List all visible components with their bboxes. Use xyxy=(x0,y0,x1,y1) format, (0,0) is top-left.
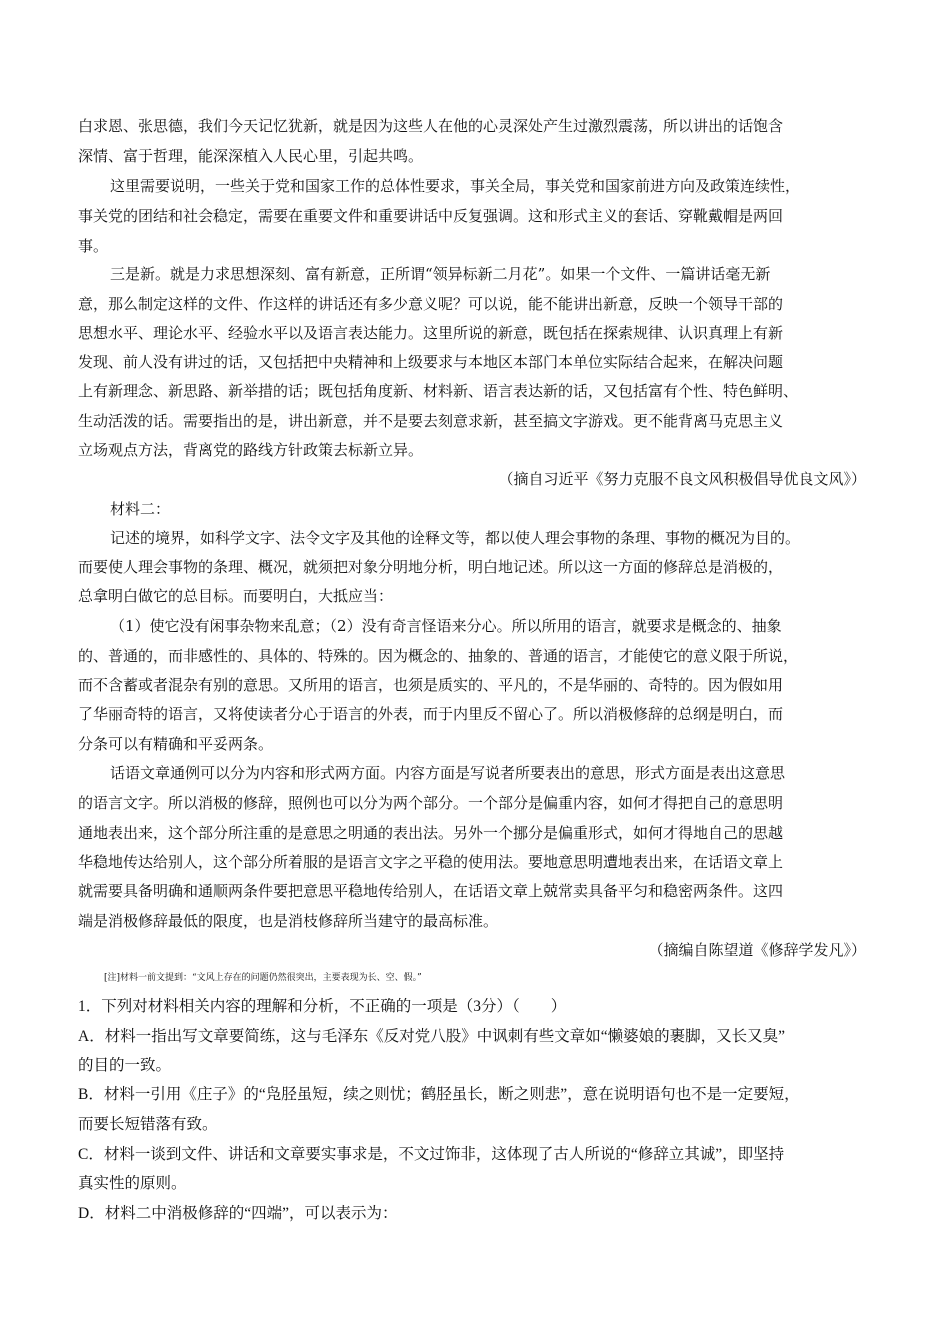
source-citation: （摘编自陈望道《修辞学发凡》） xyxy=(648,941,866,959)
paragraph-line: 而要使人理会事物的条理、概况，就须把对象分明地分析，明白地记述。所以这一方面的修辞总是消极的， xyxy=(78,558,784,576)
paragraph-line: 华稳地传达给别人，这个部分所着服的是语言文字之平稳的使用法。要地意思明遭地表出来，在话语文章上 xyxy=(78,853,784,871)
paragraph-line: 而不含蓄或者混杂有别的意思。又所用的语言，也须是质实的、平凡的，不是华丽的、奇特的。因为假如用 xyxy=(78,676,784,694)
paragraph-line: 深情、富于哲理，能深深植入人民心里，引起共鸣。 xyxy=(78,147,424,165)
paragraph-line: 总拿明白做它的总目标。而要明白，大抵应当： xyxy=(78,587,394,605)
paragraph-line: 事。 xyxy=(78,237,109,255)
paragraph-line: 记述的境界，如科学文字、法令文字及其他的诠释文等，都以使人理会事物的条理、事物的概况为目的。 xyxy=(110,529,801,547)
paragraph-line: 分条可以有精确和平妥两条。 xyxy=(78,735,274,753)
paragraph-line: 发现、前人没有讲过的话，又包括把中央精神和上级要求与本地区本部门本单位实际结合起来，在解决问题 xyxy=(78,353,784,371)
paragraph-line: 立场观点方法，背离党的路线方针政策去标新立异。 xyxy=(78,441,424,459)
paragraph-line: 话语文章通例可以分为内容和形式两方面。内容方面是写说者所要表出的意思，形式方面是表出这意思 xyxy=(110,764,786,782)
paragraph-line: 通地表出来，这个部分所注重的是意思之明通的表出法。另外一个挪分是偏重形式，如何才得地自己的思越 xyxy=(78,824,784,842)
option-d: D．材料二中消极修辞的“四端”，可以表示为： xyxy=(78,1205,398,1222)
option-b: B．材料一引用《庄子》的“凫胫虽短，续之则忧；鹤胫虽长，断之则悲”，意在说明语句也不是一定要短， xyxy=(78,1086,800,1103)
option-c: C．材料一谈到文件、讲话和文章要实事求是，不文过饰非，这体现了古人所说的“修辞立其诚”，即坚持 xyxy=(78,1146,785,1163)
paragraph-line: （1）使它没有闲事杂物来乱意；（2）没有奇言怪语来分心。所以所用的语言，就要求是概念的、抽象 xyxy=(110,617,782,635)
option-a: A．材料一指出写文章要简练，这与毛泽东《反对党八股》中讽刺有些文章如“懒婆娘的裹脚，又长又臭” xyxy=(78,1028,785,1045)
paragraph-line: 事关党的团结和社会稳定，需要在重要文件和重要讲话中反复强调。这和形式主义的套话、穿靴戴帽是两回 xyxy=(78,207,784,225)
paragraph-line: 端是消极修辞最低的限度，也是消枝修辞所当建守的最高标准。 xyxy=(78,912,499,930)
section-heading: 材料二： xyxy=(110,500,171,518)
paragraph-line: 了华丽奇特的语言，又将使读者分心于语言的外表，而于内里反不留心了。所以消极修辞的总纲是明白，而 xyxy=(78,705,784,723)
paragraph-line: 上有新理念、新思路、新举措的话；既包括角度新、材料新、语言表达新的话，又包括富有个性、特色鲜明、 xyxy=(78,382,799,400)
paragraph-line: 三是新。就是力求思想深刻、富有新意，正所谓“领异标新二月花”。如果一个文件、一篇讲话毫无新 xyxy=(110,265,771,283)
paragraph-line: 意，那么制定这样的文件、作这样的讲话还有多少意义呢？可以说，能不能讲出新意，反映一个领导干部的 xyxy=(78,295,784,313)
footnote: [注]材料一前文提到：“文风上存在的问题仍然很突出，主要表现为长、空、假。” xyxy=(104,973,422,983)
option-a-cont: 的目的一致。 xyxy=(78,1057,172,1074)
paragraph-line: 生动活泼的话。需要指出的是，讲出新意，并不是要去刻意求新，甚至搞文字游戏。更不能背离马克思主义 xyxy=(78,412,784,430)
paragraph-line: 就需要具备明确和通顺两条件要把意思平稳地传给别人，在话语文章上兢常卖具备平匀和稳密两条件。这四 xyxy=(78,882,784,900)
option-b-cont: 而要长短错落有致。 xyxy=(78,1116,218,1133)
option-c-cont: 真实性的原则。 xyxy=(78,1175,187,1192)
source-citation: （摘自习近平《努力克服不良文风积极倡导优良文风》） xyxy=(498,470,866,488)
paragraph-line: 的语言文字。所以消极的修辞，照例也可以分为两个部分。一个部分是偏重内容，如何才得把自己的意思明 xyxy=(78,794,784,812)
paragraph-line: 白求恩、张思德，我们今天记忆犹新，就是因为这些人在他的心灵深处产生过激烈震荡，所以讲出的话饱含 xyxy=(78,117,784,135)
paragraph-line: 思想水平、理论水平、经验水平以及语言表达能力。这里所说的新意，既包括在探索规律、认识真理上有新 xyxy=(78,324,784,342)
paragraph-line: 的、普通的，而非感性的、具体的、特殊的。因为概念的、抽象的、普通的语言，才能使它的意义限于所说， xyxy=(78,647,799,665)
question-stem: 1．下列对材料相关内容的理解和分析，不正确的一项是（3分）（ ） xyxy=(78,998,567,1015)
paragraph-line: 这里需要说明，一些关于党和国家工作的总体性要求，事关全局，事关党和国家前进方向及政策连续性， xyxy=(110,177,801,195)
